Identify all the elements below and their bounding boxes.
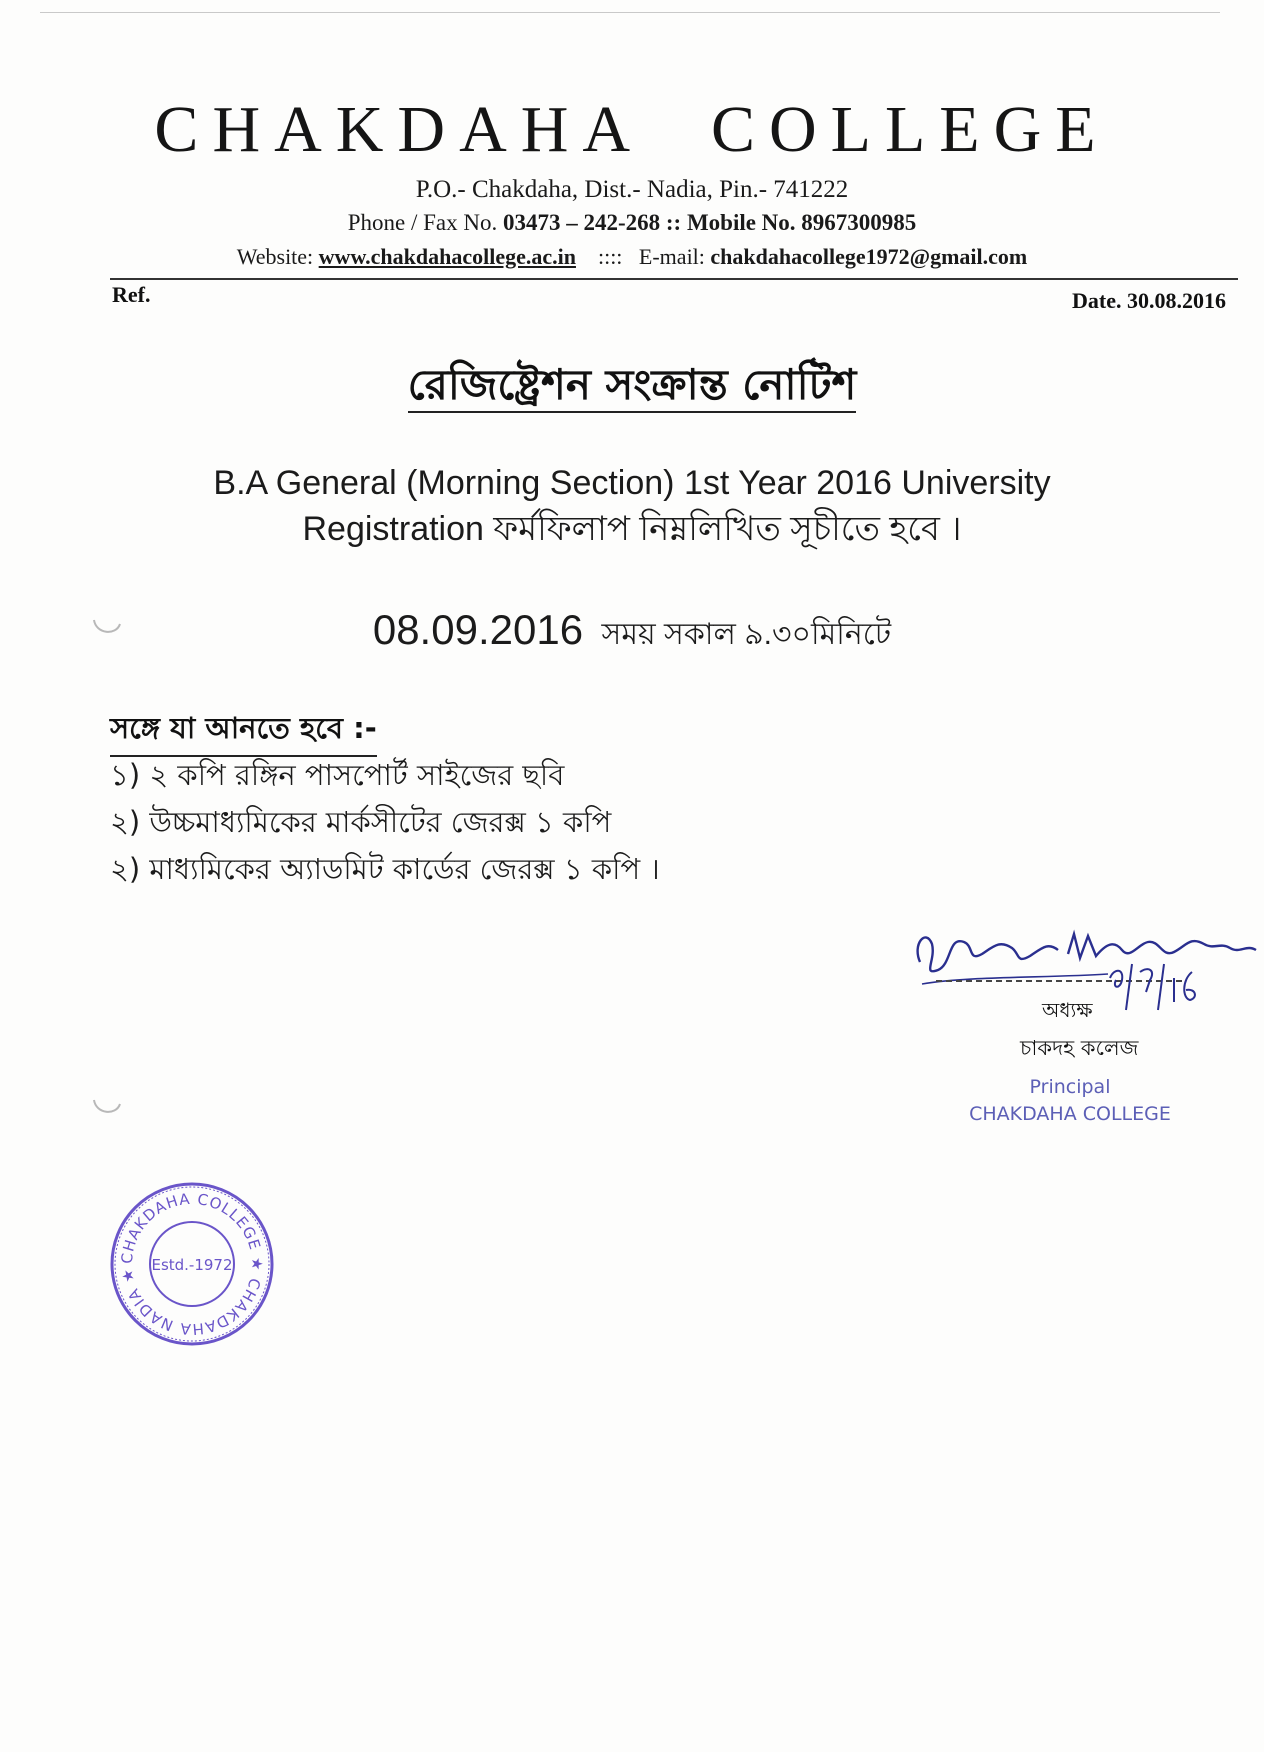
notice-heading-text: রেজিষ্ট্রেশন সংক্রান্ত নোটিশ (408, 360, 857, 413)
list-item: ২) উচ্চমাধ্যমিকের মার্কসীটের জেরক্স ১ কপি (110, 805, 612, 839)
notice-heading (0, 352, 1264, 423)
bring-list-title: সঙ্গে যা আনতে হবে :- (110, 706, 377, 757)
address-line: P.O.- Chakdaha, Dist.- Nadia, Pin.- 741222 (415, 176, 849, 203)
reference-label: Ref. (112, 282, 151, 307)
stamp-line-2: CHAKDAHA COLLEGE (969, 1103, 1171, 1125)
website-link[interactable]: www.chakdahacollege.ac.in (318, 244, 576, 269)
mobile-number: 8967300985 (801, 210, 917, 235)
top-edge-line (40, 12, 1220, 13)
stamp-line-1: Principal (1029, 1076, 1111, 1098)
principal-stamp (960, 1074, 1180, 1128)
phone-label: Phone / Fax No. (347, 210, 498, 235)
website-label: Website: (236, 244, 314, 269)
punch-hole-mark (90, 606, 124, 640)
list-item: ২) মাধ্যমিকের অ্যাডমিট কার্ডের জেরক্স ১ কপি । (110, 852, 660, 886)
list-item: ১) ২ কপি রঙ্গিন পাসপোর্ট সাইজের ছবি (110, 758, 565, 792)
phone-number: 03473 – 242-268 (502, 210, 661, 235)
college-seal-icon (108, 1180, 276, 1348)
principal-title-bengali: অধ্যক্ষ (1042, 998, 1093, 1022)
schedule-line (0, 606, 1264, 661)
bring-list (110, 752, 660, 893)
contact-line (0, 210, 1264, 236)
intro-line-2: Registration ফর্মফিলাপ নিম্নলিখিত সূচীতে হবে । (302, 510, 962, 548)
signature-date-handwritten (1104, 958, 1204, 1014)
email-label: E-mail: (638, 244, 705, 269)
svg-text:CHAKDAHA COLLEGE ★ CHAKDAHA NA: CHAKDAHA COLLEGE ★ CHAKDAHA NADIA ★ (117, 1189, 267, 1339)
college-name-bengali: চাকদহ কলেজ (1020, 1036, 1139, 1060)
separator: :::: (597, 244, 623, 269)
svg-text:Estd.-1972: Estd.-1972 (151, 1256, 233, 1274)
intro-line-1: B.A General (Morning Section) 1st Year 2016 University (213, 464, 1051, 502)
schedule-date: 08.09.2016 (372, 606, 584, 653)
principal-signature (908, 914, 1264, 994)
mobile-label: Mobile No. (686, 210, 796, 235)
college-name: CHAKDAHA COLLEGE (154, 93, 1110, 166)
email-link[interactable]: chakdahacollege1972@gmail.com (710, 244, 1028, 269)
schedule-time: সময় সকাল ৯.৩০মিনিটে (601, 618, 892, 651)
web-line (0, 244, 1264, 270)
notice-intro (0, 460, 1264, 552)
separator: :: (665, 210, 682, 235)
header-divider (110, 278, 1238, 280)
punch-hole-mark (90, 1086, 124, 1120)
issue-date: Date. 30.08.2016 (1072, 288, 1226, 313)
